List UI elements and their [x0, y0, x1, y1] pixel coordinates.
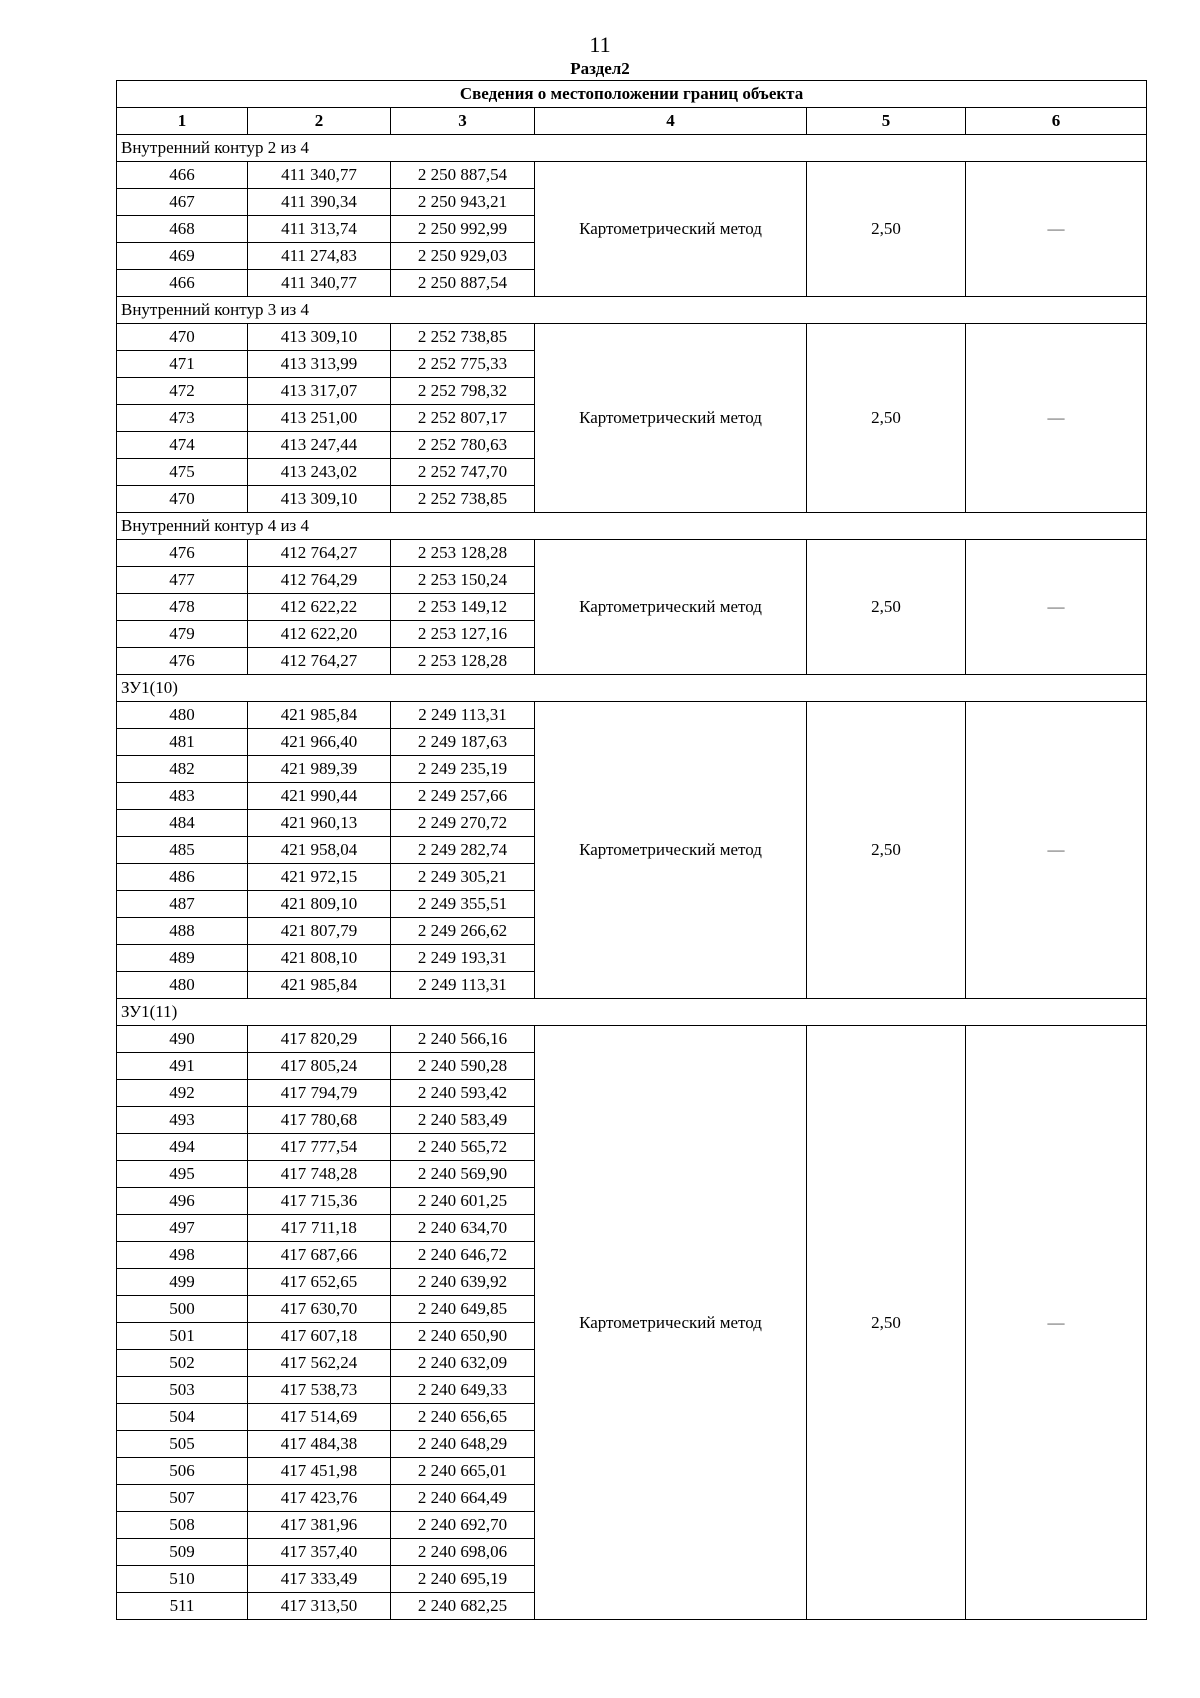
point-number: 501: [117, 1323, 248, 1350]
contour-label-row: [117, 297, 1147, 324]
point-number: 482: [117, 756, 248, 783]
point-number: 475: [117, 459, 248, 486]
coordinate-x: 417 711,18: [248, 1215, 391, 1242]
coordinate-y: 2 250 887,54: [391, 162, 535, 189]
coordinate-y: 2 253 150,24: [391, 567, 535, 594]
point-number: 467: [117, 189, 248, 216]
point-number: 511: [117, 1593, 248, 1620]
contour-label-row: [117, 513, 1147, 540]
method-cell: Картометрический метод: [535, 540, 807, 675]
coordinate-y: 2 240 648,29: [391, 1431, 535, 1458]
coordinate-x: 412 764,27: [248, 540, 391, 567]
coordinate-x: 412 764,29: [248, 567, 391, 594]
note-cell: —: [966, 324, 1147, 513]
point-number: 479: [117, 621, 248, 648]
coordinate-y: 2 249 235,19: [391, 756, 535, 783]
table-row: [117, 1026, 1147, 1053]
point-number: 504: [117, 1404, 248, 1431]
coordinate-x: 417 794,79: [248, 1080, 391, 1107]
column-header: 2: [248, 108, 391, 135]
method-cell: Картометрический метод: [535, 324, 807, 513]
boundary-coordinates-table: [116, 80, 1147, 1620]
coordinate-y: 2 249 305,21: [391, 864, 535, 891]
coordinate-x: 417 652,65: [248, 1269, 391, 1296]
point-number: 477: [117, 567, 248, 594]
coordinate-x: 411 340,77: [248, 270, 391, 297]
coordinate-x: 421 985,84: [248, 702, 391, 729]
coordinate-y: 2 252 775,33: [391, 351, 535, 378]
coordinate-y: 2 240 656,65: [391, 1404, 535, 1431]
coordinate-y: 2 250 943,21: [391, 189, 535, 216]
point-number: 484: [117, 810, 248, 837]
point-number: 474: [117, 432, 248, 459]
contour-label: Внутренний контур 4 из 4: [117, 513, 1147, 540]
contour-label-row: [117, 675, 1147, 702]
coordinate-y: 2 240 634,70: [391, 1215, 535, 1242]
coordinate-x: 417 423,76: [248, 1485, 391, 1512]
point-number: 491: [117, 1053, 248, 1080]
coordinate-y: 2 240 650,90: [391, 1323, 535, 1350]
coordinate-y: 2 250 887,54: [391, 270, 535, 297]
point-number: 486: [117, 864, 248, 891]
point-number: 469: [117, 243, 248, 270]
coordinate-y: 2 249 187,63: [391, 729, 535, 756]
coordinate-y: 2 253 128,28: [391, 648, 535, 675]
coordinate-y: 2 240 565,72: [391, 1134, 535, 1161]
coordinate-x: 413 251,00: [248, 405, 391, 432]
coordinate-x: 421 990,44: [248, 783, 391, 810]
coordinate-y: 2 240 601,25: [391, 1188, 535, 1215]
coordinate-y: 2 253 149,12: [391, 594, 535, 621]
point-number: 490: [117, 1026, 248, 1053]
coordinate-y: 2 253 127,16: [391, 621, 535, 648]
coordinate-y: 2 249 266,62: [391, 918, 535, 945]
method-cell: Картометрический метод: [535, 702, 807, 999]
column-header: 5: [807, 108, 966, 135]
column-header: 1: [117, 108, 248, 135]
table-row: [117, 702, 1147, 729]
note-cell: —: [966, 540, 1147, 675]
point-number: 466: [117, 162, 248, 189]
coordinate-x: 413 309,10: [248, 324, 391, 351]
coordinate-x: 417 538,73: [248, 1377, 391, 1404]
coordinate-y: 2 240 649,33: [391, 1377, 535, 1404]
point-number: 468: [117, 216, 248, 243]
coordinate-x: 421 985,84: [248, 972, 391, 999]
coordinate-x: 413 243,02: [248, 459, 391, 486]
coordinate-y: 2 240 664,49: [391, 1485, 535, 1512]
column-header: 4: [535, 108, 807, 135]
point-number: 497: [117, 1215, 248, 1242]
coordinate-x: 411 274,83: [248, 243, 391, 270]
coordinate-y: 2 240 590,28: [391, 1053, 535, 1080]
contour-label-row: [117, 135, 1147, 162]
contour-label: ЗУ1(11): [117, 999, 1147, 1026]
coordinate-y: 2 252 798,32: [391, 378, 535, 405]
coordinate-x: 411 390,34: [248, 189, 391, 216]
coordinate-x: 412 622,22: [248, 594, 391, 621]
point-number: 503: [117, 1377, 248, 1404]
point-number: 489: [117, 945, 248, 972]
point-number: 496: [117, 1188, 248, 1215]
coordinate-x: 421 958,04: [248, 837, 391, 864]
column-header-row: [117, 108, 1147, 135]
coordinate-y: 2 252 738,85: [391, 324, 535, 351]
section-title: Раздел2: [570, 59, 630, 78]
contour-label-row: [117, 999, 1147, 1026]
coordinate-y: 2 249 257,66: [391, 783, 535, 810]
column-header: 6: [966, 108, 1147, 135]
coordinate-x: 417 607,18: [248, 1323, 391, 1350]
point-number: 478: [117, 594, 248, 621]
table-row: [117, 540, 1147, 567]
coordinate-y: 2 249 193,31: [391, 945, 535, 972]
accuracy-cell: 2,50: [807, 324, 966, 513]
coordinate-y: 2 240 649,85: [391, 1296, 535, 1323]
coordinate-y: 2 250 929,03: [391, 243, 535, 270]
coordinate-x: 421 989,39: [248, 756, 391, 783]
coordinate-x: 417 333,49: [248, 1566, 391, 1593]
table-title: Сведения о местоположении границ объекта: [117, 81, 1147, 108]
point-number: 483: [117, 783, 248, 810]
coordinate-x: 417 313,50: [248, 1593, 391, 1620]
point-number: 495: [117, 1161, 248, 1188]
contour-label: ЗУ1(10): [117, 675, 1147, 702]
point-number: 470: [117, 486, 248, 513]
point-number: 509: [117, 1539, 248, 1566]
point-number: 510: [117, 1566, 248, 1593]
point-number: 485: [117, 837, 248, 864]
coordinate-x: 412 622,20: [248, 621, 391, 648]
coordinate-x: 421 809,10: [248, 891, 391, 918]
coordinate-x: 417 562,24: [248, 1350, 391, 1377]
contour-label: Внутренний контур 2 из 4: [117, 135, 1147, 162]
coordinate-y: 2 252 738,85: [391, 486, 535, 513]
coordinate-x: 417 357,40: [248, 1539, 391, 1566]
coordinate-y: 2 240 566,16: [391, 1026, 535, 1053]
point-number: 502: [117, 1350, 248, 1377]
coordinate-x: 421 960,13: [248, 810, 391, 837]
point-number: 498: [117, 1242, 248, 1269]
point-number: 508: [117, 1512, 248, 1539]
coordinate-y: 2 249 282,74: [391, 837, 535, 864]
accuracy-cell: 2,50: [807, 702, 966, 999]
point-number: 500: [117, 1296, 248, 1323]
coordinate-y: 2 249 355,51: [391, 891, 535, 918]
coordinate-y: 2 252 780,63: [391, 432, 535, 459]
note-cell: —: [966, 1026, 1147, 1620]
coordinate-x: 417 381,96: [248, 1512, 391, 1539]
coordinate-x: 421 972,15: [248, 864, 391, 891]
coordinate-y: 2 252 807,17: [391, 405, 535, 432]
table-row: [117, 324, 1147, 351]
coordinate-y: 2 250 992,99: [391, 216, 535, 243]
coordinate-y: 2 249 113,31: [391, 972, 535, 999]
coordinate-y: 2 240 682,25: [391, 1593, 535, 1620]
coordinate-x: 417 715,36: [248, 1188, 391, 1215]
coordinate-y: 2 249 270,72: [391, 810, 535, 837]
page-number: 11: [589, 32, 611, 57]
coordinate-x: 417 687,66: [248, 1242, 391, 1269]
point-number: 471: [117, 351, 248, 378]
coordinate-y: 2 240 695,19: [391, 1566, 535, 1593]
method-cell: Картометрический метод: [535, 162, 807, 297]
coordinate-y: 2 252 747,70: [391, 459, 535, 486]
coordinate-x: 417 451,98: [248, 1458, 391, 1485]
point-number: 472: [117, 378, 248, 405]
coordinate-x: 411 313,74: [248, 216, 391, 243]
point-number: 480: [117, 702, 248, 729]
point-number: 470: [117, 324, 248, 351]
coordinate-x: 413 313,99: [248, 351, 391, 378]
coordinate-x: 417 777,54: [248, 1134, 391, 1161]
table-row: [117, 162, 1147, 189]
point-number: 488: [117, 918, 248, 945]
coordinate-x: 417 514,69: [248, 1404, 391, 1431]
coordinate-x: 417 820,29: [248, 1026, 391, 1053]
point-number: 480: [117, 972, 248, 999]
note-cell: —: [966, 702, 1147, 999]
coordinate-x: 417 748,28: [248, 1161, 391, 1188]
point-number: 494: [117, 1134, 248, 1161]
coordinate-y: 2 253 128,28: [391, 540, 535, 567]
coordinate-y: 2 240 593,42: [391, 1080, 535, 1107]
point-number: 481: [117, 729, 248, 756]
accuracy-cell: 2,50: [807, 1026, 966, 1620]
coordinate-x: 417 780,68: [248, 1107, 391, 1134]
coordinate-y: 2 240 569,90: [391, 1161, 535, 1188]
coordinate-x: 413 247,44: [248, 432, 391, 459]
coordinate-x: 417 630,70: [248, 1296, 391, 1323]
point-number: 473: [117, 405, 248, 432]
coordinate-y: 2 240 698,06: [391, 1539, 535, 1566]
table-body: [117, 135, 1147, 1620]
coordinate-y: 2 249 113,31: [391, 702, 535, 729]
accuracy-cell: 2,50: [807, 162, 966, 297]
coordinate-x: 413 309,10: [248, 486, 391, 513]
coordinate-y: 2 240 646,72: [391, 1242, 535, 1269]
point-number: 487: [117, 891, 248, 918]
method-cell: Картометрический метод: [535, 1026, 807, 1620]
coordinate-y: 2 240 632,09: [391, 1350, 535, 1377]
coordinate-x: 411 340,77: [248, 162, 391, 189]
coordinate-x: 421 966,40: [248, 729, 391, 756]
point-number: 476: [117, 648, 248, 675]
coordinate-x: 421 807,79: [248, 918, 391, 945]
point-number: 507: [117, 1485, 248, 1512]
point-number: 505: [117, 1431, 248, 1458]
point-number: 466: [117, 270, 248, 297]
coordinate-x: 417 484,38: [248, 1431, 391, 1458]
point-number: 499: [117, 1269, 248, 1296]
accuracy-cell: 2,50: [807, 540, 966, 675]
column-header: 3: [391, 108, 535, 135]
coordinate-y: 2 240 583,49: [391, 1107, 535, 1134]
coordinate-x: 412 764,27: [248, 648, 391, 675]
table-title-row: [117, 81, 1147, 108]
coordinate-y: 2 240 692,70: [391, 1512, 535, 1539]
coordinate-x: 417 805,24: [248, 1053, 391, 1080]
contour-label: Внутренний контур 3 из 4: [117, 297, 1147, 324]
point-number: 506: [117, 1458, 248, 1485]
point-number: 476: [117, 540, 248, 567]
coordinate-y: 2 240 639,92: [391, 1269, 535, 1296]
note-cell: —: [966, 162, 1147, 297]
point-number: 492: [117, 1080, 248, 1107]
coordinate-x: 421 808,10: [248, 945, 391, 972]
coordinate-y: 2 240 665,01: [391, 1458, 535, 1485]
point-number: 493: [117, 1107, 248, 1134]
coordinate-x: 413 317,07: [248, 378, 391, 405]
